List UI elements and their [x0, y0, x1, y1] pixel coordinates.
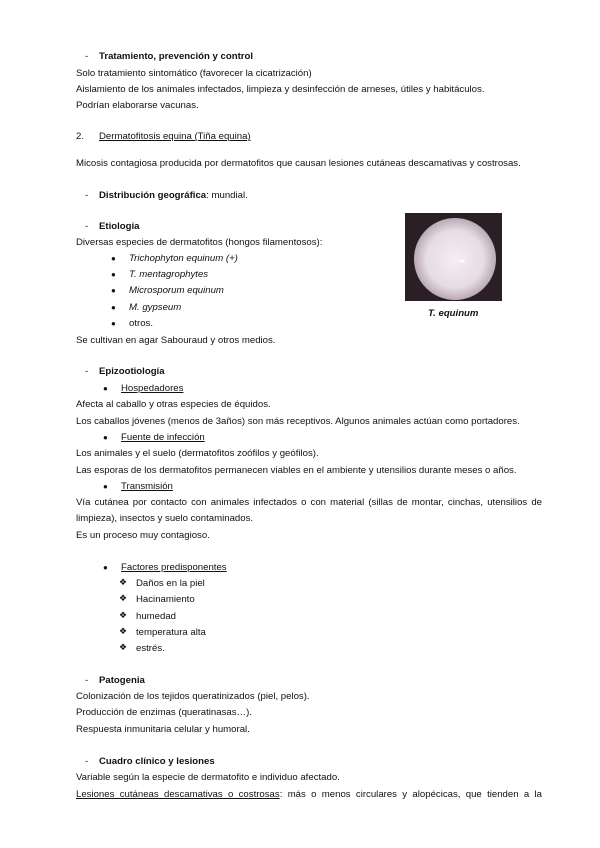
transmision-line2: limpieza), insectos y suelo contaminados.	[76, 513, 254, 524]
factor-item: Daños en la piel	[136, 578, 205, 589]
bullet-icon: ●	[111, 254, 116, 263]
factor-item: temperatura alta	[136, 627, 206, 638]
lesiones-label: Lesiones cutáneas descamativas o costrosas	[76, 789, 280, 800]
bullet-icon: ●	[103, 384, 108, 393]
colony-photo	[405, 213, 502, 301]
species-item: T. mentagrophytes	[129, 269, 209, 280]
dash-marker: -	[85, 756, 89, 767]
heading-epizootiologia: Epizootiología	[99, 366, 165, 377]
subheading-factores: Factores predisponentes	[121, 562, 227, 573]
bullet-icon: ●	[111, 270, 116, 279]
bullet-icon: ●	[111, 303, 116, 312]
diamond-bullet-icon: ❖	[119, 626, 128, 636]
factor-item: Hacinamiento	[136, 594, 195, 605]
bullet-icon: ●	[103, 482, 108, 491]
diamond-bullet-icon: ❖	[119, 610, 128, 620]
lesiones-line	[76, 789, 542, 801]
distribucion-label: Distribución geográfica	[99, 190, 207, 201]
text-line: Los caballos jóvenes (menos de 3años) son más receptivos. Algunos animales actúan como portadores.	[76, 416, 520, 427]
dash-marker: -	[85, 675, 89, 686]
factor-item: humedad	[136, 611, 177, 622]
distribucion-line	[99, 190, 248, 202]
dash-marker: -	[85, 51, 89, 62]
diamond-bullet-icon: ❖	[119, 593, 128, 603]
dash-marker: -	[85, 221, 89, 232]
transmision-line3: Es un proceso muy contagioso.	[76, 530, 210, 541]
subheading-hospedadores: Hospedadores	[121, 383, 184, 394]
culture-line: Se cultivan en agar Sabouraud y otros medios.	[76, 335, 276, 346]
section-description: Micosis contagiosa producida por dermatofitos que causan lesiones cutáneas descamativas y costrosas.	[76, 158, 521, 169]
text-line: Las esporas de los dermatofitos permanecen viables en el ambiente y utensilios durante meses o años.	[76, 465, 517, 476]
subheading-fuente: Fuente de infección	[121, 432, 205, 443]
text-line: Solo tratamiento sintomático (favorecer la cicatrización)	[76, 68, 312, 79]
factor-item: estrés.	[136, 643, 165, 654]
text-line: Colonización de los tejidos queratinizados (piel, pelos).	[76, 691, 310, 702]
heading-tratamiento: Tratamiento, prevención y control	[99, 51, 254, 62]
diamond-bullet-icon: ❖	[119, 577, 128, 587]
transmision-line1: Vía cutánea por contacto con animales infectados o con material (sillas de montar, cinchas, utensilios de	[76, 497, 542, 508]
section-number: 2.	[76, 131, 85, 142]
figure-caption: T. equinum	[428, 308, 479, 319]
species-item: otros.	[129, 318, 153, 329]
dash-marker: -	[85, 366, 89, 377]
section-title: Dermatofitosis equina (Tiña equina)	[99, 131, 251, 142]
distribucion-value: : mundial.	[206, 190, 248, 201]
species-item: Trichophyton equinum (+)	[129, 253, 238, 264]
etiologia-intro: Diversas especies de dermatofitos (hongos filamentosos):	[76, 237, 323, 248]
bullet-icon: ●	[103, 433, 108, 442]
lesiones-text: : más o menos circulares y alopécicas, que tienden a la	[279, 789, 543, 800]
text-line: Los animales y el suelo (dermatofitos zoófilos y geófilos).	[76, 448, 319, 459]
heading-patogenia: Patogenia	[99, 675, 145, 686]
text-line: Podrían elaborarse vacunas.	[76, 100, 199, 111]
species-item: M. gypseum	[129, 302, 182, 313]
diamond-bullet-icon: ❖	[119, 642, 128, 652]
heading-etiologia: Etiología	[99, 221, 140, 232]
species-item: Microsporum equinum	[129, 285, 224, 296]
bullet-icon: ●	[111, 319, 116, 328]
bullet-icon: ●	[103, 563, 108, 572]
colony-photo-image	[405, 213, 502, 301]
dash-marker: -	[85, 190, 89, 201]
subheading-transmision: Transmisión	[121, 481, 173, 492]
text-line: Afecta al caballo y otras especies de équidos.	[76, 399, 271, 410]
text-line: Respuesta inmunitaria celular y humoral.	[76, 724, 250, 735]
text-line: Producción de enzimas (queratinasas…).	[76, 707, 252, 718]
text-line: Aislamiento de los animales infectados, limpieza y desinfección de arneses, útiles y habitáculos.	[76, 84, 485, 95]
heading-cuadro: Cuadro clínico y lesiones	[99, 756, 215, 767]
bullet-icon: ●	[111, 286, 116, 295]
text-line: Variable según la especie de dermatofito e individuo afectado.	[76, 772, 340, 783]
